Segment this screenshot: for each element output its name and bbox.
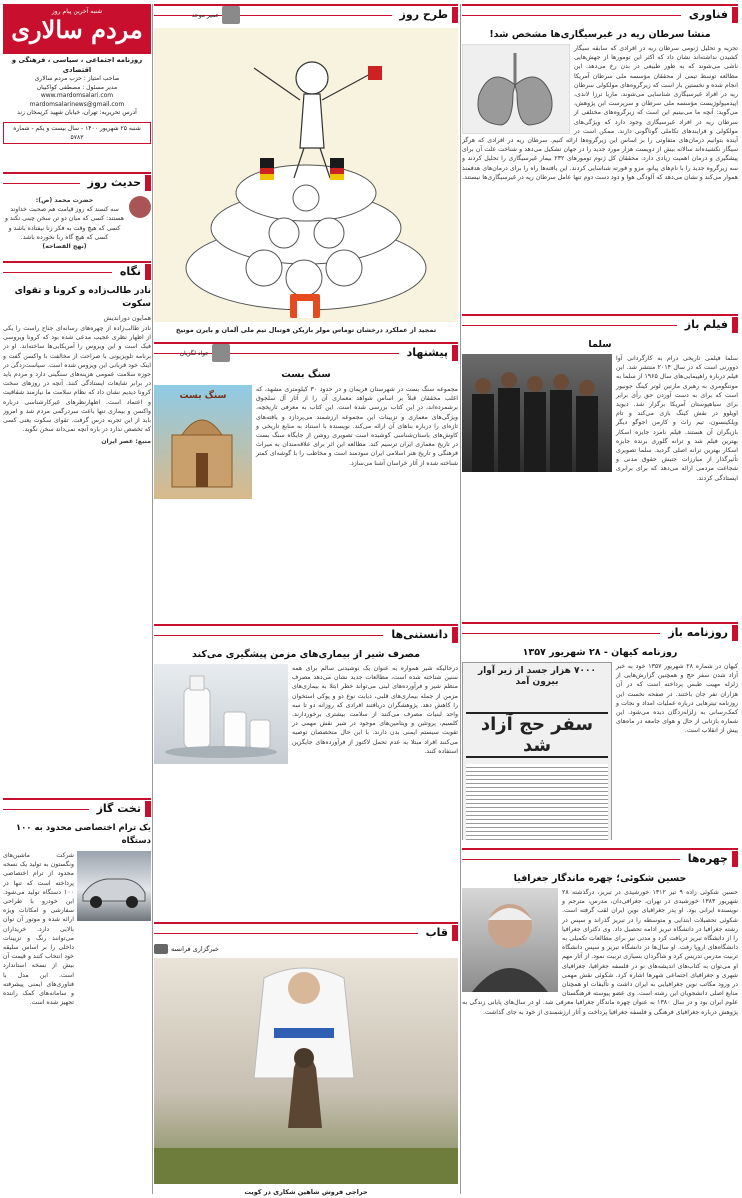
- hadith-ref: (نهج الفصاحه): [42, 243, 87, 251]
- section-rooznamebaz: [462, 622, 738, 642]
- section-hadith: [3, 172, 151, 192]
- section-ghab: [154, 922, 458, 942]
- hadith-source: حضرت محمد (ص):: [35, 197, 94, 204]
- section-label: قاب: [422, 925, 458, 941]
- masthead-line: آدرس تحریریه: تهران، خیابان شهید کریمخان زند: [17, 109, 137, 116]
- article-body: سلما فیلمی تاریخی درام به کارگردانی آوا دوورنی است که در سال ۲۰۱۴ منتشر شد. این فیلم درباره راهپیمایی‌های سال ۱۹۶۵ از سلما به مونتگومری به رهبری مارتین لوتر کینگ جونیور است که برای به دست آوردن حق رأی برابر برای سیاهپوستان آمریکا برگزار شد. دیوید اویلوو در نقش کینگ بازی می‌کند و تام ویلکینسون، تیم راث و کارمن اجوگو دیگر بازیگران آن هستند. فیلم نامزد جایزه اسکار بهترین فیلم شد و ترانه گلوری برنده جایزه اسکار بهترین ترانه اصلی گردید. سلما تصویری تأثیرگذار از مبارزات جنبش حقوق مدنی و شجاعت مردمی ارائه می‌دهد که برای برابری ایستادگی کردند.: [616, 355, 738, 482]
- goal-logo-icon: [290, 294, 320, 318]
- article-body: حسین شکوئی زاده ۹ تیر ۱۳۱۲ خورشیدی در تبریز، درگذشته ۲۸ شهریور ۱۳۸۳ خورشیدی در تهران، جغرافی‌دان، مدرس، مترجم و نویسنده ایرانی بود. او پدر جغرافیای نوین ایران لقب گرفته است. شکوئی تحصیلات ابتدایی و متوسطه را در تبریز گذراند و سپس در رشته جغرافیا در دانشگاه تبریز ادامه تحصیل داد. وی دکترای جغرافیا را از دانشگاه تبریز دریافت کرد و مدتی نیز برای مطالعات تکمیلی به دانشگاه‌های اروپا رفت. او سال‌ها در دانشگاه تبریز و سپس دانشگاه تربیت مدرس تدریس کرد و شاگردان بسیاری تربیت نمود. از آثار مهم او می‌توان به کتاب‌های اندیشه‌های نو در فلسفه جغرافیا، جغرافیای شهری و جغرافیای اجتماعی شهرها اشاره کرد. شکوئی نقش مهمی در ورود مکاتب نوین جغرافیایی به ایران داشت و تألیفات او همچنان منابع اصلی دانشجویان این رشته است. وی عضو پیوسته فرهنگستان علوم ایران بود و در سال ۱۳۸۰ به عنوان چهره ماندگار جغرافیا معرفی شد. او در سال‌های پایانی زندگی به پژوهش درباره جغرافیای فرهنگی و فلسفه جغرافیا پرداخت و آثار ارزشمندی از خود به جای گذاشت.: [462, 889, 738, 1016]
- monument-icon: [154, 385, 252, 499]
- article-title: یک ترام اختصاصی محدود به ۱۰۰ دستگاه: [15, 823, 151, 846]
- article-title: مصرف شیر از بیماری‌های مزمن پیشگیری می‌کند: [191, 649, 421, 660]
- article-title: سلما: [588, 339, 612, 350]
- photo-credit: [154, 944, 219, 954]
- car-icon: [77, 851, 151, 921]
- masthead-line: مدیر مسئول : مصطفی کواکبیان: [36, 83, 118, 91]
- artist-credit: [164, 4, 242, 26]
- cartoon-image: [154, 28, 458, 322]
- book-cover: [154, 385, 252, 499]
- milk-photo: [154, 664, 288, 764]
- book-title: سنگ بست: [179, 391, 227, 401]
- author-credit: [154, 342, 232, 364]
- masthead: [3, 4, 151, 54]
- hadith-text: سه کسند که روز قیامت هم صحبت خداوند هستند: کسی که میان دو تن سخن چینی نکند و کسی که هیچ وقت به فکر زنا نیفتاده باشد و کسی که هیچ گاه ربا نخورده باشد.: [4, 206, 125, 241]
- section-label: نگاه: [116, 264, 151, 280]
- section-label: فیلم باز: [681, 317, 738, 333]
- milk-bottle-icon: [154, 664, 288, 764]
- camera-icon: [154, 944, 168, 954]
- film-still: [462, 354, 612, 472]
- left-column: [3, 4, 151, 1007]
- car-photo: [77, 851, 151, 921]
- falcon-photo: [154, 958, 458, 1184]
- section-danestaniha: [154, 624, 458, 644]
- portrait-photo: [462, 888, 558, 992]
- section-takhtgaz: [3, 798, 151, 818]
- agency-name: خبرگزاری فرانسه: [171, 945, 219, 953]
- cartoon-caption: تمجید از عملکرد درخشان توماس مولر بازیکن فوتبال تیم ملی آلمان و بایرن مونیخ: [175, 326, 437, 334]
- article-title: سنگ بست: [281, 369, 331, 380]
- issue-date: شنبه ۲۵ شهریور ۱۴۰۰ - سال بیست و یکم - شماره ۵۷۸۳: [3, 122, 151, 144]
- article-body: تجزیه و تحلیل ژنومی سرطان ریه در افرادی که سابقه سیگار کشیدن نداشته‌اند نشان داد که اکثر این تومورها از جهش‌هایی ناشی می‌شوند که به طور طبیعی در بدن رخ می‌دهد. این مطالعه توسط تیمی از محققان مؤسسه ملی سرطان آمریکا انجام شده و نخستین بار است که زیرگروه‌های مولکولی سرطان ریه در افراد غیرسیگاری شناسایی می‌شوند. ماریا ترزا لاندی، اپیدمیولوژیست مؤسسه ملی سرطان و سرپرست این پژوهش، می‌گوید: آنچه ما می‌بینیم این است که زیرگروه‌های مختلفی از سرطان ریه در افراد غیرسیگاری وجود دارد که ویژگی‌های مولکولی و فرایندهای تکاملی گوناگونی دارند. ممکن است در آینده بتوانیم درمان‌های متفاوتی را بر اساس این زیرگروه‌ها ارائه کنیم. سرطان ریه در افرادی که هرگز سیگار نکشیده‌اند سالانه بیش از دویست هزار مورد جدید را در جهان تشکیل می‌دهد و شناخت علت آن برای پیشگیری و درمان اهمیت زیادی دارد. محققان کل ژنوم تومورهای ۲۳۲ بیمار غیرسیگاری را تحلیل کردند و سه زیرگروه جدید را با نام‌های پیانو، مزو و فورته شناسایی کردند. این یافته‌ها راه را برای درمان‌های هدفمند هموار می‌کند و نشان می‌دهد که آلودگی هوا و دود دست دوم تنها عامل سرطان ریه در غیرسیگاری‌ها نیستند.: [462, 45, 738, 181]
- article-body: کیهان در شماره ۲۸ شهریور ۱۳۵۷ خود به خبر آزاد شدن سفر حج و همچنین گزارش‌هایی از زلزله مهیب طبس پرداخته است که در آن هزاران نفر جان باختند. در صفحه نخست این روزنامه تیترهایی درباره عملیات امداد و نجات و کمک‌رسانی به زلزله‌زدگان دیده می‌شود. این شماره بازتابی از حال و هوای جامعه در ماه‌های پیش از انقلاب است.: [616, 663, 738, 735]
- ornament-icon: [129, 196, 151, 218]
- section-label: پیشنهاد: [403, 345, 458, 361]
- person-icon: [462, 888, 558, 992]
- artist-avatar: [222, 6, 240, 24]
- newspaper-clipping: [462, 662, 612, 840]
- section-fanavari: [462, 4, 738, 24]
- artist-name: عمیر موحد: [191, 11, 219, 19]
- section-chehreha: [462, 848, 738, 868]
- clipping-text-lines: [466, 764, 608, 840]
- author-name: جواد لگزیان: [179, 349, 209, 357]
- section-film-baz: [462, 314, 738, 334]
- masthead-line: صاحب امتیاز : حزب مردم سالاری: [34, 75, 120, 82]
- masthead-subtitle: روزنامه اجتماعی ، سیاسی ، فرهنگی و اقتصادی: [11, 56, 143, 74]
- section-label: تخت گاز: [93, 801, 151, 817]
- section-label: حدیث روز: [84, 175, 151, 191]
- author-avatar: [212, 344, 230, 362]
- article-title: حسین شکوئی؛ چهره ماندگار جغرافیا: [513, 873, 687, 884]
- article-title: نادر طالب‌زاده و کرونا و تقوای سکوت: [14, 286, 151, 309]
- section-label: چهره‌ها: [684, 851, 738, 867]
- newspaper-logo: مردم سالاری: [11, 15, 143, 44]
- article-source: منبع: عصر ایران: [101, 438, 151, 446]
- section-negah: [3, 261, 151, 281]
- clipping-headline: سفر حج آزاد شد: [466, 712, 608, 758]
- section-label: دانستنی‌ها: [387, 627, 458, 643]
- falcon-scene: [154, 958, 458, 1184]
- article-body: نادر طالب‌زاده از چهره‌های رسانه‌ای جناح راست را یکی از اظهار نظری عجیب مدعی شده بود که کرونا ویروسی فیک است و این ویروس را آمریکایی‌ها ساخته‌اند. او در برنامه تلویزیونی با صراحت از مخالفت با واکسن گفت و اینک خود قربانی این ویروس شده است. سیاست‌زدگی در حوزه سلامت عمومی هزینه‌های سنگینی دارد و مردم باید در برابر شایعات ایستادگی کنند. آنچه در روزهای سخت کرونا دیدیم نشان داد که نظام سلامت ما نیازمند شفافیت و اعتماد است. اظهارنظرهای غیرکارشناسی درباره واکسن و بیماری تنها باعث سردرگمی مردم شد و امروز باید از این تجربه درس گرفت. تقوای سکوت یعنی کسی که تخصص ندارد در باره آنچه نمی‌داند سخن نگوید.: [3, 325, 151, 434]
- article-body: شرکت ماشین‌های ونگستون به تولید یک نسخه محدود از ترام اختصاصی پرداخته است که تنها در ۱۰۰ دستگاه تولید می‌شود. این خودرو با طراحی سفارشی و امکانات ویژه ارائه شده و موتور آن توان بالایی دارد. خریداران می‌توانند رنگ و تزیینات داخلی را بر اساس سلیقه خود انتخاب کنند و قیمت آن بیش از نسخه استاندارد است. این مدل با فناوری‌های ایمنی پیشرفته و سامانه‌های کمک راننده تجهیز شده است.: [3, 852, 74, 1007]
- article-body: مجموعه سنگ بست در شهرستان فریمان و در حدود ۳۰ کیلومتری مشهد، که اغلب محققان قبلاً بر اساس شواهد معماری آن را از آثار آل سلجوق برشمرده‌اند، در این کتاب بررسی شده است. این کتاب به معرفی تاریخچه، ویژگی‌های معماری و تزیینات این مجموعه ارزشمند می‌پردازد و یافته‌های تازه‌ای را درباره بناهای آن ارائه می‌کند. نویسنده با استناد به منابع تاریخی و کاوش‌های باستان‌شناسی کوشیده است تصویری روشن از جایگاه سنگ بست در تاریخ معماری ایران ترسیم کند. مطالعه این اثر برای علاقه‌مندان به میراث فرهنگی و تاریخ هنر اسلامی ایران سودمند است و مخاطب را با گوشه‌ای کمتر شناخته شده از آثار خراسان آشنا می‌سازد.: [256, 386, 458, 467]
- column-rule: [152, 4, 153, 1194]
- section-label: طرح روز: [396, 7, 458, 23]
- column-rule: [460, 4, 461, 1194]
- section-label: روزنامه باز: [664, 625, 738, 641]
- clipping-subheadline: ۷۰۰۰ هزار جسد از زیر آوار بیرون آمد: [478, 666, 596, 687]
- photo-caption: حراجی فروش شاهین شکاری در کویت: [244, 1188, 368, 1196]
- lungs-image: [462, 44, 570, 134]
- masthead-top-line: شنبه آخرین پیام روز: [51, 8, 103, 15]
- article-title: منشا سرطان ریه در غیرسیگاری‌ها مشخص شد!: [489, 29, 711, 40]
- marchers-image: [462, 354, 612, 472]
- lungs-icon: [462, 45, 569, 135]
- article-body: درحالیکه شیر همواره به عنوان یک نوشیدنی سالم برای همه سنین شناخته شده است، مطالعات جدید نشان می‌دهد مصرف منظم شیر و فرآورده‌های لبنی می‌تواند خطر ابتلا به بیماری‌های مزمن از جمله بیماری‌های قلبی، دیابت نوع دو و پوکی استخوان را کاهش دهد. پژوهشگران دریافتند افرادی که روزانه دو تا سه واحد لبنیات مصرف می‌کنند از سلامت بیشتری برخوردارند. کلسیم، پروتئین و ویتامین‌های موجود در شیر نقش مهمی در تقویت سیستم ایمنی بدن دارند. با این حال متخصصان توصیه می‌کنند افراد مبتلا به عدم تحمل لاکتوز از فرآورده‌های جایگزین استفاده کنند.: [292, 665, 458, 755]
- masthead-line[interactable]: www.mardomsalari.com: [40, 92, 114, 99]
- masthead-info: [3, 54, 151, 120]
- masthead-line[interactable]: mardomsalarinews@gmail.com: [29, 100, 125, 108]
- article-author: همایون دوراندیش: [103, 314, 151, 322]
- section-label: فناوری: [685, 7, 738, 23]
- article-title: روزنامه کیهان - ۲۸ شهریور ۱۳۵۷: [522, 647, 678, 658]
- cartoon-drawing: [154, 28, 458, 322]
